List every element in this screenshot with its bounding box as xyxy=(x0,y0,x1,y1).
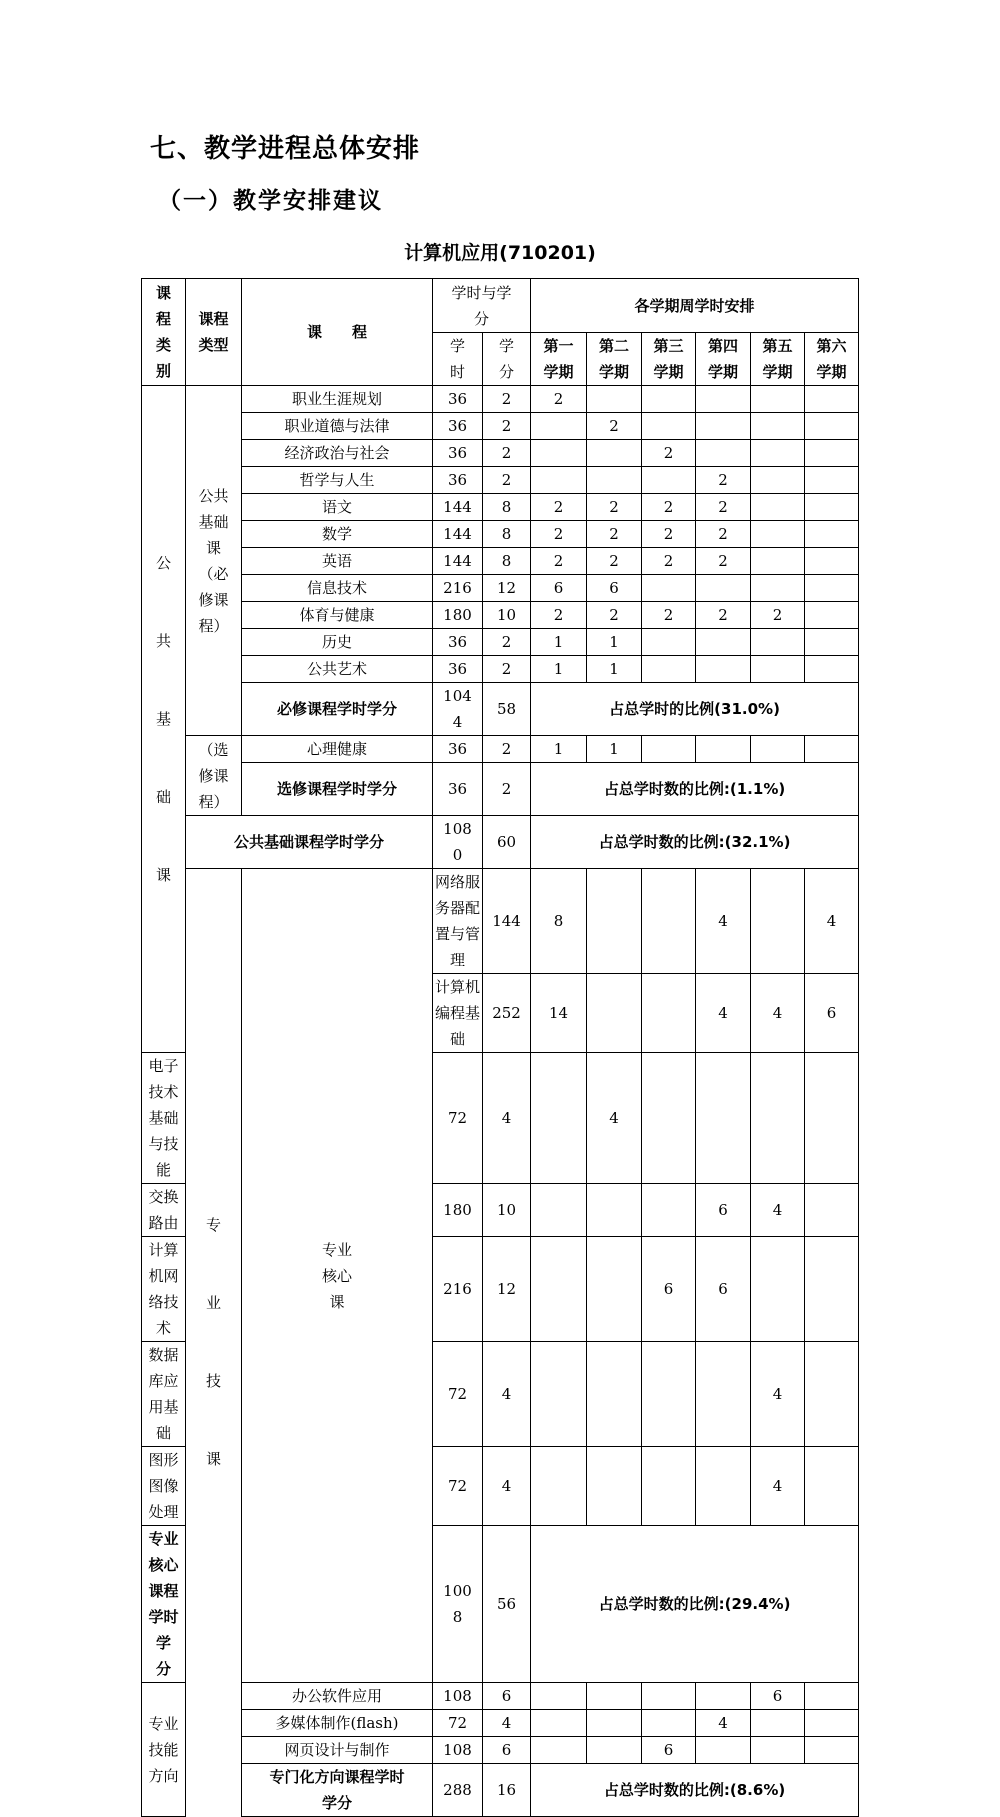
semester-hours xyxy=(642,1184,696,1237)
semester-hours xyxy=(587,869,642,974)
course-hours: 180 xyxy=(433,1184,483,1237)
semester-hours xyxy=(531,1053,587,1184)
type-direction: 专业 技能 方向 xyxy=(142,1683,186,1817)
course-name: 历史 xyxy=(242,629,433,656)
course-name: 经济政治与社会 xyxy=(242,440,433,467)
semester-hours xyxy=(751,629,805,656)
semester-hours: 2 xyxy=(696,521,751,548)
semester-hours xyxy=(531,1447,587,1526)
course-hours: 216 xyxy=(433,575,483,602)
semester-hours xyxy=(751,548,805,575)
header-semester: 第一 学期 xyxy=(531,333,587,386)
semester-hours xyxy=(805,1184,859,1237)
course-hours: 36 xyxy=(433,656,483,683)
course-name: 计算机网络技术 xyxy=(142,1237,186,1342)
semester-hours xyxy=(805,440,859,467)
semester-hours xyxy=(805,602,859,629)
course-credits: 10 xyxy=(483,1184,531,1237)
semester-hours xyxy=(751,386,805,413)
table-row xyxy=(142,386,859,413)
course-name: 体育与健康 xyxy=(242,602,433,629)
course-name: 数学 xyxy=(242,521,433,548)
course-hours: 216 xyxy=(433,1237,483,1342)
semester-hours xyxy=(805,1237,859,1342)
header-semester: 第二 学期 xyxy=(587,333,642,386)
semester-hours xyxy=(531,1683,587,1710)
course-name: 职业生涯规划 xyxy=(242,386,433,413)
course-credits: 2 xyxy=(483,440,531,467)
course-name: 电子技术基础与技能 xyxy=(142,1053,186,1184)
semester-hours: 2 xyxy=(531,548,587,575)
course-hours: 36 xyxy=(433,440,483,467)
semester-hours xyxy=(531,1342,587,1447)
course-hours: 72 xyxy=(433,1710,483,1737)
semester-hours: 2 xyxy=(642,548,696,575)
semester-hours: 6 xyxy=(696,1237,751,1342)
semester-hours: 2 xyxy=(587,413,642,440)
semester-hours xyxy=(531,467,587,494)
course-hours: 72 xyxy=(433,1342,483,1447)
semester-hours: 2 xyxy=(531,521,587,548)
course-hours: 36 xyxy=(433,467,483,494)
semester-hours: 2 xyxy=(587,494,642,521)
semester-hours xyxy=(696,1053,751,1184)
semester-hours xyxy=(642,1447,696,1526)
total-credits: 56 xyxy=(483,1526,531,1683)
total-label: 选修课程学时学分 xyxy=(242,763,433,816)
semester-hours xyxy=(751,521,805,548)
type-public-elective: （选 修课 程） xyxy=(186,736,242,816)
semester-hours: 4 xyxy=(587,1053,642,1184)
semester-hours xyxy=(751,869,805,974)
course-credits: 14 xyxy=(531,974,587,1053)
course-name: 图形图像处理 xyxy=(142,1447,186,1526)
semester-hours xyxy=(805,575,859,602)
subsection-heading: （一）教学安排建议 xyxy=(158,188,383,214)
semester-hours: 6 xyxy=(642,1237,696,1342)
semester-hours xyxy=(751,440,805,467)
header-semester: 第五 学期 xyxy=(751,333,805,386)
semester-hours xyxy=(696,656,751,683)
semester-hours: 1 xyxy=(587,656,642,683)
semester-hours xyxy=(696,440,751,467)
semester-hours xyxy=(642,736,696,763)
semester-hours: 2 xyxy=(696,494,751,521)
semester-hours: 2 xyxy=(696,602,751,629)
header-semester: 第四 学期 xyxy=(696,333,751,386)
total-hours: 288 xyxy=(433,1764,483,1817)
total-credits: 16 xyxy=(483,1764,531,1817)
course-hours: 36 xyxy=(433,629,483,656)
course-credits: 4 xyxy=(483,1053,531,1184)
semester-hours: 6 xyxy=(751,1683,805,1710)
table-row xyxy=(142,548,859,575)
table-row xyxy=(142,1683,859,1710)
total-label: 专门化方向课程学时 学分 xyxy=(242,1764,433,1817)
category-professional: 专 业 技 课 xyxy=(186,869,242,1817)
course-name: 网页设计与制作 xyxy=(242,1737,433,1764)
total-label: 专业核心课程学时学 分 xyxy=(142,1526,186,1683)
semester-hours xyxy=(587,1184,642,1237)
table-row xyxy=(142,521,859,548)
table-row xyxy=(142,629,859,656)
semester-hours: 2 xyxy=(587,602,642,629)
table-row xyxy=(142,736,859,763)
semester-hours xyxy=(696,575,751,602)
table-row xyxy=(142,413,859,440)
table-row xyxy=(142,602,859,629)
header-semester: 第六 学期 xyxy=(805,333,859,386)
course-credits: 4 xyxy=(483,1447,531,1526)
course-name: 英语 xyxy=(242,548,433,575)
course-credits: 8 xyxy=(483,494,531,521)
course-credits: 8 xyxy=(483,548,531,575)
semester-hours: 4 xyxy=(696,1710,751,1737)
semester-hours xyxy=(642,974,696,1053)
course-name: 公共艺术 xyxy=(242,656,433,683)
type-public-required: 公共 基础 课 （必 修课 程） xyxy=(186,386,242,736)
course-credits: 12 xyxy=(483,575,531,602)
semester-hours xyxy=(696,629,751,656)
semester-hours: 6 xyxy=(642,1737,696,1764)
semester-hours xyxy=(751,736,805,763)
table-row xyxy=(142,1737,859,1764)
type-core: 专业 核心 课 xyxy=(242,869,433,1683)
semester-hours xyxy=(696,386,751,413)
semester-hours: 2 xyxy=(642,494,696,521)
semester-hours: 2 xyxy=(531,602,587,629)
total-ratio: 占总学时数的比例:(32.1%) xyxy=(531,816,859,869)
semester-hours: 6 xyxy=(587,575,642,602)
header-credits: 学 分 xyxy=(483,333,531,386)
semester-hours: 6 xyxy=(805,974,859,1053)
semester-hours xyxy=(805,1710,859,1737)
course-credits: 4 xyxy=(483,1342,531,1447)
semester-hours xyxy=(751,1710,805,1737)
header-hours: 学 时 xyxy=(433,333,483,386)
course-credits: 2 xyxy=(483,656,531,683)
semester-hours: 2 xyxy=(696,467,751,494)
course-credits: 12 xyxy=(483,1237,531,1342)
semester-hours xyxy=(805,656,859,683)
semester-hours xyxy=(805,629,859,656)
semester-hours: 4 xyxy=(751,1184,805,1237)
total-credits: 58 xyxy=(483,683,531,736)
course-name: 网络服务器配置与管 理 xyxy=(433,869,483,974)
course-name: 职业道德与法律 xyxy=(242,413,433,440)
semester-hours xyxy=(805,1737,859,1764)
semester-hours xyxy=(805,1053,859,1184)
table-title: 计算机应用(710201) xyxy=(404,242,596,264)
course-name: 哲学与人生 xyxy=(242,467,433,494)
semester-hours: 2 xyxy=(531,494,587,521)
total-ratio: 占总学时数的比例:(29.4%) xyxy=(531,1526,859,1683)
semester-hours xyxy=(805,1683,859,1710)
semester-hours: 6 xyxy=(696,1184,751,1237)
semester-hours xyxy=(805,548,859,575)
course-credits: 2 xyxy=(483,736,531,763)
course-credits: 2 xyxy=(483,629,531,656)
semester-hours xyxy=(642,869,696,974)
semester-hours xyxy=(531,1737,587,1764)
course-credits: 10 xyxy=(483,602,531,629)
header-row xyxy=(142,279,859,333)
semester-hours xyxy=(642,386,696,413)
semester-hours xyxy=(696,1447,751,1526)
course-hours: 72 xyxy=(433,1053,483,1184)
semester-hours xyxy=(805,467,859,494)
semester-hours xyxy=(751,1737,805,1764)
semester-hours: 1 xyxy=(531,736,587,763)
header-category: 课 程 类 别 xyxy=(142,279,186,386)
semester-hours xyxy=(805,521,859,548)
course-credits: 2 xyxy=(483,467,531,494)
course-name: 多媒体制作(flash) xyxy=(242,1710,433,1737)
course-name: 数据库应用基础 xyxy=(142,1342,186,1447)
semester-hours: 2 xyxy=(587,548,642,575)
semester-hours xyxy=(642,1053,696,1184)
semester-hours xyxy=(587,467,642,494)
semester-hours xyxy=(751,575,805,602)
semester-hours: 4 xyxy=(696,869,751,974)
course-credits: 4 xyxy=(483,1710,531,1737)
table-body xyxy=(142,279,859,1817)
total-credits: 60 xyxy=(483,816,531,869)
semester-hours: 4 xyxy=(751,1447,805,1526)
table-row xyxy=(142,869,859,974)
semester-hours xyxy=(587,1710,642,1737)
semester-hours xyxy=(587,1342,642,1447)
course-hours: 144 xyxy=(433,494,483,521)
total-row xyxy=(142,683,859,736)
semester-hours xyxy=(751,413,805,440)
semester-hours xyxy=(642,656,696,683)
semester-hours xyxy=(696,413,751,440)
course-name: 心理健康 xyxy=(242,736,433,763)
course-credits: 6 xyxy=(483,1737,531,1764)
semester-hours xyxy=(805,386,859,413)
semester-hours xyxy=(805,494,859,521)
semester-hours: 1 xyxy=(587,629,642,656)
semester-hours: 2 xyxy=(696,548,751,575)
semester-hours: 2 xyxy=(751,602,805,629)
table-row xyxy=(142,656,859,683)
semester-hours: 2 xyxy=(642,521,696,548)
semester-hours xyxy=(751,1053,805,1184)
semester-hours xyxy=(531,413,587,440)
course-hours: 144 xyxy=(433,521,483,548)
semester-hours xyxy=(751,1237,805,1342)
header-course: 课 程 xyxy=(242,279,433,386)
total-ratio: 占总学时的比例(31.0%) xyxy=(531,683,859,736)
semester-hours xyxy=(805,1342,859,1447)
header-schedule: 各学期周学时安排 xyxy=(531,279,859,333)
semester-hours xyxy=(642,467,696,494)
course-hours: 108 xyxy=(433,1683,483,1710)
table-row xyxy=(142,494,859,521)
semester-hours xyxy=(587,1683,642,1710)
semester-hours: 2 xyxy=(642,602,696,629)
semester-hours xyxy=(805,736,859,763)
total-label: 公共基础课程学时学分 xyxy=(186,816,433,869)
category-public: 公 共 基 础 课 xyxy=(142,386,186,1053)
semester-hours xyxy=(751,656,805,683)
semester-hours xyxy=(696,1683,751,1710)
course-hours: 144 xyxy=(433,548,483,575)
header-type: 课程 类型 xyxy=(186,279,242,386)
curriculum-table xyxy=(141,278,859,1817)
course-name: 语文 xyxy=(242,494,433,521)
section-heading: 七、教学进程总体安排 xyxy=(150,134,421,164)
total-row xyxy=(142,816,859,869)
course-hours: 180 xyxy=(433,602,483,629)
course-credits: 8 xyxy=(531,869,587,974)
course-credits: 6 xyxy=(483,1683,531,1710)
total-ratio: 占总学时数的比例:(8.6%) xyxy=(531,1764,859,1817)
total-row xyxy=(142,1764,859,1817)
semester-hours xyxy=(642,575,696,602)
course-hours: 36 xyxy=(433,736,483,763)
semester-hours xyxy=(587,440,642,467)
semester-hours: 1 xyxy=(531,656,587,683)
semester-hours xyxy=(531,440,587,467)
course-name: 办公软件应用 xyxy=(242,1683,433,1710)
course-hours: 108 xyxy=(433,1737,483,1764)
total-hours: 108 0 xyxy=(433,816,483,869)
semester-hours: 4 xyxy=(751,1342,805,1447)
header-hours-credits: 学时与学 分 xyxy=(433,279,531,333)
semester-hours xyxy=(696,1342,751,1447)
course-hours: 36 xyxy=(433,413,483,440)
semester-hours xyxy=(587,1237,642,1342)
total-credits: 2 xyxy=(483,763,531,816)
semester-hours xyxy=(587,974,642,1053)
semester-hours xyxy=(642,1710,696,1737)
course-name: 交换路由 xyxy=(142,1184,186,1237)
course-hours: 252 xyxy=(483,974,531,1053)
header-semester: 第三 学期 xyxy=(642,333,696,386)
course-hours: 72 xyxy=(433,1447,483,1526)
total-ratio: 占总学时数的比例:(1.1%) xyxy=(531,763,859,816)
total-row xyxy=(142,763,859,816)
semester-hours xyxy=(642,413,696,440)
semester-hours xyxy=(805,1447,859,1526)
semester-hours xyxy=(696,1737,751,1764)
semester-hours xyxy=(696,736,751,763)
course-hours: 36 xyxy=(433,386,483,413)
table-row xyxy=(142,467,859,494)
semester-hours xyxy=(587,386,642,413)
semester-hours xyxy=(805,413,859,440)
course-credits: 2 xyxy=(483,413,531,440)
semester-hours: 2 xyxy=(642,440,696,467)
table-row xyxy=(142,575,859,602)
course-hours: 144 xyxy=(483,869,531,974)
course-name: 信息技术 xyxy=(242,575,433,602)
semester-hours xyxy=(642,1683,696,1710)
table-row xyxy=(142,1710,859,1737)
semester-hours xyxy=(531,1184,587,1237)
course-credits: 2 xyxy=(483,386,531,413)
semester-hours xyxy=(587,1737,642,1764)
semester-hours xyxy=(642,1342,696,1447)
semester-hours: 4 xyxy=(751,974,805,1053)
semester-hours: 4 xyxy=(805,869,859,974)
total-hours: 36 xyxy=(433,763,483,816)
semester-hours: 4 xyxy=(696,974,751,1053)
semester-hours xyxy=(531,1710,587,1737)
semester-hours: 1 xyxy=(531,629,587,656)
semester-hours xyxy=(531,1237,587,1342)
semester-hours: 6 xyxy=(531,575,587,602)
total-hours: 104 4 xyxy=(433,683,483,736)
total-label: 必修课程学时学分 xyxy=(242,683,433,736)
semester-hours: 2 xyxy=(531,386,587,413)
semester-hours xyxy=(642,629,696,656)
semester-hours: 1 xyxy=(587,736,642,763)
total-hours: 100 8 xyxy=(433,1526,483,1683)
semester-hours: 2 xyxy=(587,521,642,548)
course-name: 计算机编程基础 xyxy=(433,974,483,1053)
semester-hours xyxy=(587,1447,642,1526)
table-row xyxy=(142,440,859,467)
semester-hours xyxy=(751,494,805,521)
course-credits: 8 xyxy=(483,521,531,548)
semester-hours xyxy=(751,467,805,494)
